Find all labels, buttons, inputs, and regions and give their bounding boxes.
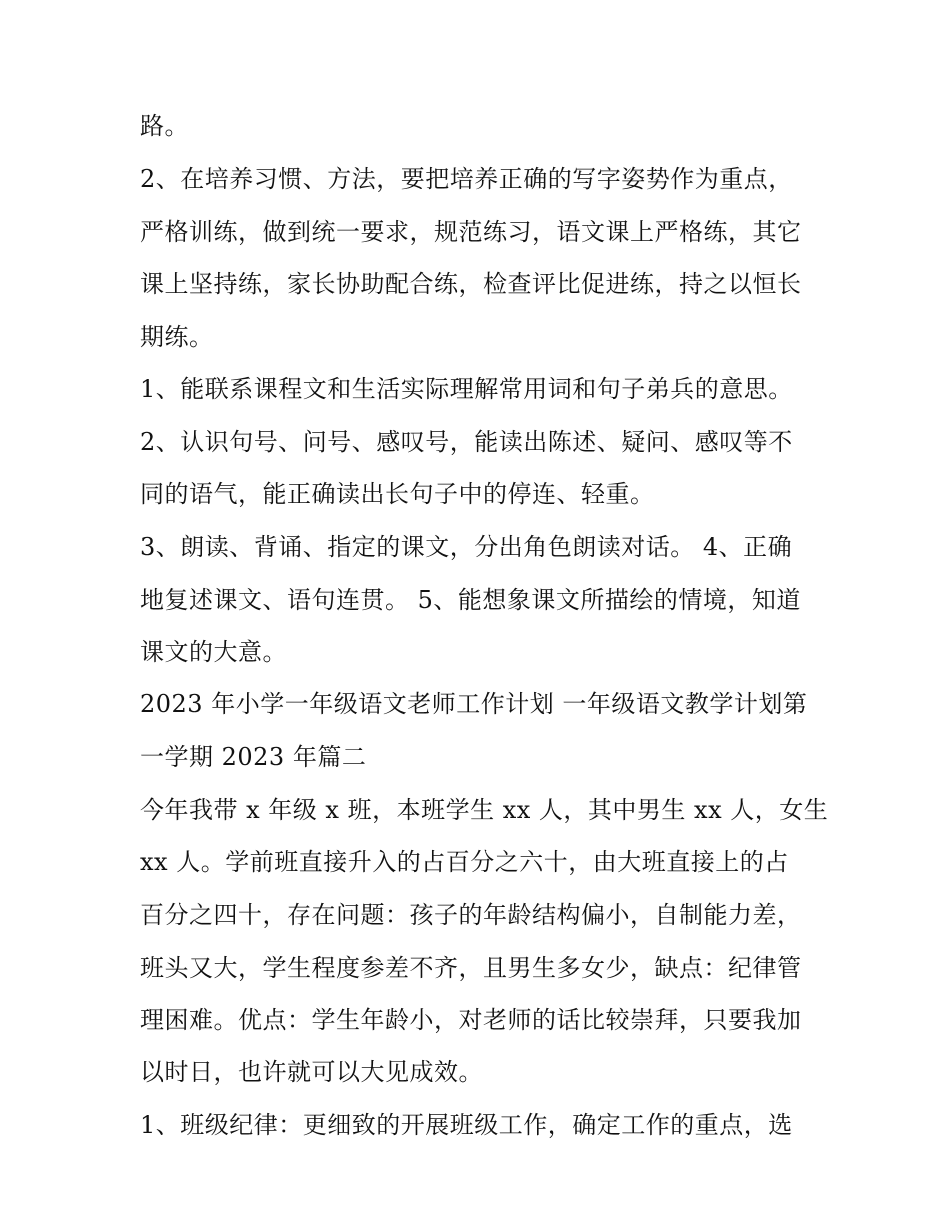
text-line: 1、能联系课程文和生活实际理解常用词和句子弟兵的意思。	[140, 375, 793, 403]
text-line: 路。	[140, 112, 189, 140]
text-line: 理困难。优点：学生年龄小，对老师的话比较崇拜，只要我加	[140, 1006, 802, 1034]
text-line: 2、认识句号、问号、感叹号，能读出陈述、疑问、感叹等不	[140, 428, 793, 456]
text-line: 1、班级纪律：更细致的开展班级工作，确定工作的重点，选	[140, 1111, 793, 1139]
text-line: 2023 年小学一年级语文老师工作计划 一年级语文教学计划第	[140, 690, 808, 718]
text-line: 百分之四十，存在问题：孩子的年龄结构偏小，自制能力差，	[140, 901, 802, 929]
text-line: 2、在培养习惯、方法，要把培养正确的写字姿势作为重点，	[140, 165, 793, 193]
text-line: 期练。	[140, 323, 214, 351]
text-line: 课文的大意。	[140, 638, 287, 666]
text-line: 同的语气，能正确读出长句子中的停连、轻重。	[140, 480, 655, 508]
text-line: 今年我带 x 年级 x 班，本班学生 xx 人，其中男生 xx 人，女生	[140, 796, 829, 824]
text-line: 严格训练，做到统一要求，规范练习，语文课上严格练，其它	[140, 218, 802, 246]
text-line: 地复述课文、语句连贯。 5、能想象课文所描绘的情境，知道	[140, 586, 801, 614]
text-line: xx 人。学前班直接升入的占百分之六十，由大班直接上的占	[140, 848, 789, 876]
text-line: 以时日，也许就可以大见成效。	[140, 1058, 483, 1086]
text-line: 3、朗读、背诵、指定的课文，分出角色朗读对话。 4、正确	[140, 533, 793, 561]
text-line: 课上坚持练，家长协助配合练，检查评比促进练，持之以恒长	[140, 270, 802, 298]
text-line: 一学期 2023 年篇二	[140, 743, 367, 771]
text-line: 班头又大，学生程度参差不齐，且男生多女少，缺点：纪律管	[140, 954, 802, 982]
